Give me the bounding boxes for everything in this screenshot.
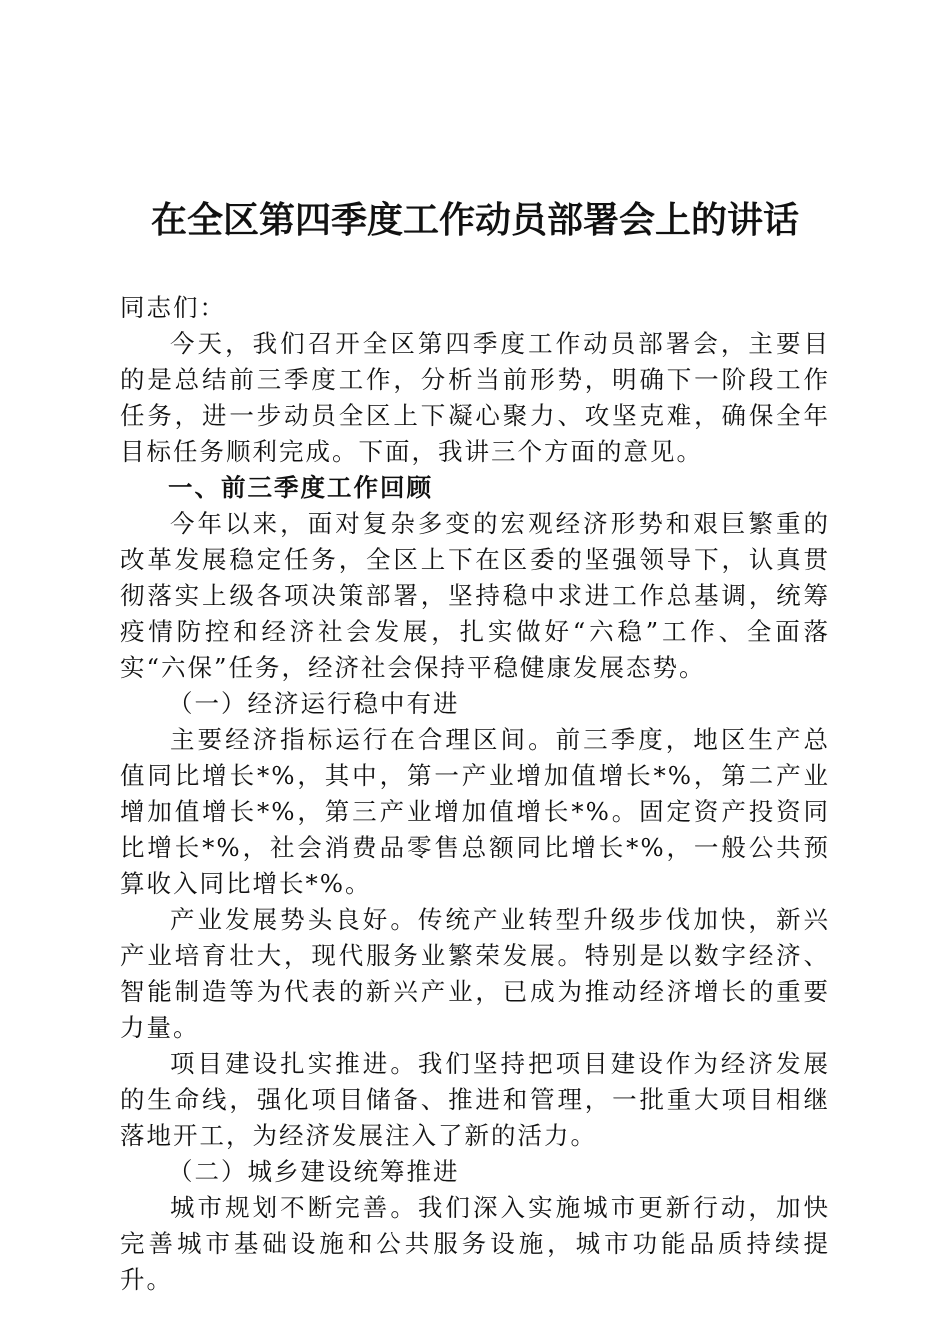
subsection-1-paragraph-3: 项目建设扎实推进。我们坚持把项目建设作为经济发展的生命线，强化项目储备、推进和管理，一批重大项目相继落地开工，为经济发展注入了新的活力。: [120, 1049, 830, 1150]
subsection-1-paragraph-1: 主要经济指标运行在合理区间。前三季度，地区生产总值同比增长*%，其中，第一产业增加值增长*%，第二产业增加值增长*%，第三产业增加值增长*%。固定资产投资同比增长*%，社会消费品零售总额同比增长*%，一般公共预算收入同比增长*%。: [120, 725, 830, 898]
document-body: [120, 290, 830, 1298]
subsection-1-paragraph-2: 产业发展势头良好。传统产业转型升级步伐加快，新兴产业培育壮大，现代服务业繁荣发展。特别是以数字经济、智能制造等为代表的新兴产业，已成为推动经济增长的重要力量。: [120, 905, 830, 1042]
salutation: 同志们：: [120, 293, 226, 322]
document-title: 在全区第四季度工作动员部署会上的讲话: [150, 199, 799, 241]
section-1-heading: 一、前三季度工作回顾: [168, 473, 433, 502]
section-1-intro: 今年以来，面对复杂多变的宏观经济形势和艰巨繁重的改革发展稳定任务，全区上下在区委的坚强领导下，认真贯彻落实上级各项决策部署，坚持稳中求进工作总基调，统筹疫情防控和经济社会发展，扎实做好“六稳”工作、全面落实“六保”任务，经济社会保持平稳健康发展态势。: [120, 509, 830, 682]
subsection-2-heading: （二）城乡建设统筹推进: [168, 1157, 460, 1186]
subsection-1-heading: （一）经济运行稳中有进: [168, 689, 460, 718]
subsection-2-paragraph-1: 城市规划不断完善。我们深入实施城市更新行动，加快完善城市基础设施和公共服务设施，城市功能品质持续提升。: [120, 1193, 830, 1294]
opening-paragraph: 今天，我们召开全区第四季度工作动员部署会，主要目的是总结前三季度工作，分析当前形势，明确下一阶段工作任务，进一步动员全区上下凝心聚力、攻坚克难，确保全年目标任务顺利完成。下面，我讲三个方面的意见。: [120, 329, 830, 466]
